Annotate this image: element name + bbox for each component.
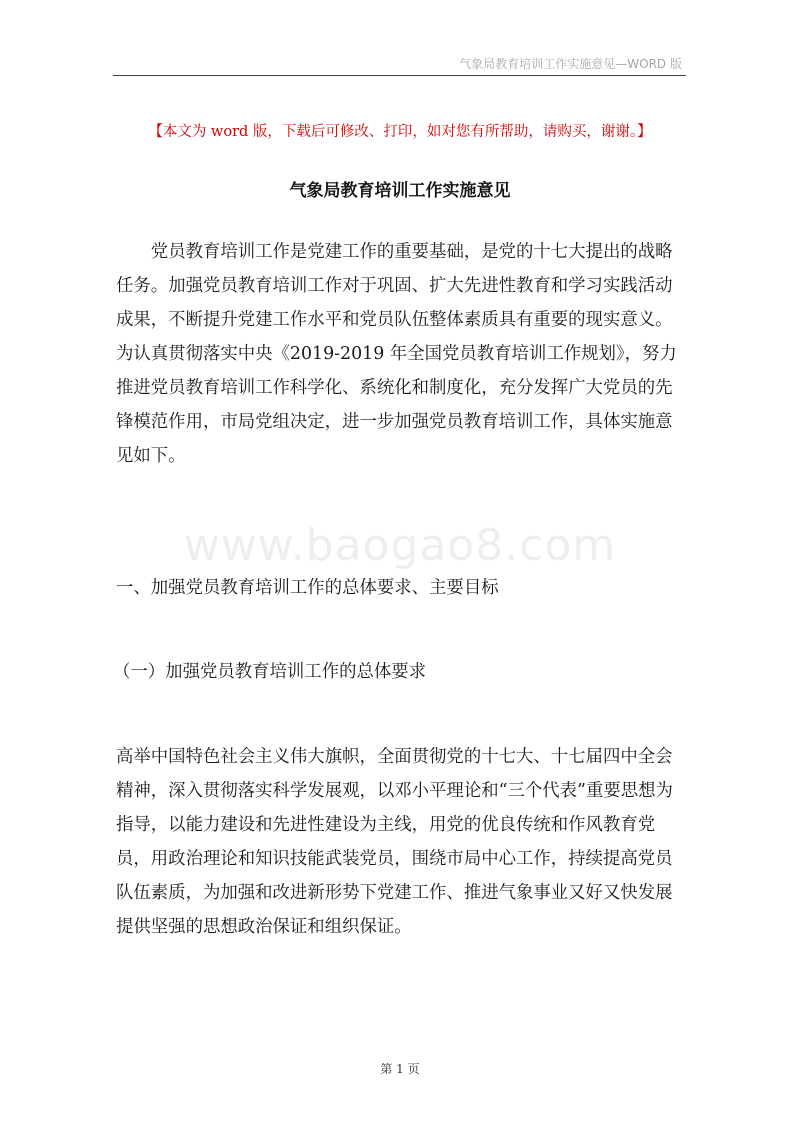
download-notice: 【本文为 word 版，下载后可修改、打印，如对您有所帮助，请购买，谢谢。】 xyxy=(148,124,652,140)
subsection-paragraph-1: 高举中国特色社会主义伟大旗帜，全面贯彻党的十七大、十七届四中全会精神，深入贯彻落实科学发展观，以邓小平理论和“三个代表”重要思想为指导，以能力建设和先进性建设为主线，用党的优良传统和作风教育党员，用政治理论和知识技能武装党员，围绕市局中心工作，持续提高党员队伍素质，为加强和改进新形势下党建工作、推进气象事业又好又快发展提供坚强的思想政治保证和组织保证。 xyxy=(116,747,673,937)
subsection-heading-1: （一）加强党员教育培训工作的总体要求 xyxy=(113,662,427,682)
document-title: 气象局教育培训工作实施意见 xyxy=(289,181,511,201)
section-heading-1: 一、加强党员教育培训工作的总体要求、主要目标 xyxy=(116,578,499,598)
page-number: 第 1 页 xyxy=(380,1062,420,1076)
header-divider xyxy=(113,75,686,76)
intro-paragraph: 党员教育培训工作是党建工作的重要基础，是党的十七大提出的战略任务。加强党员教育培训工作对于巩固、扩大先进性教育和学习实践活动成果，不断提升党建工作水平和党员队伍整体素质具有重要的现实意义。为认真贯彻落实中央《2019-2019 年全国党员教育培训工作规划》，努力推进党员教育培训工作科学化、系统化和制度化，充分发挥广大党员的先锋模范作用，市局党组决定，进一步加强党员教育培训工作，具体实施意见如下。 xyxy=(116,242,677,466)
watermark: www.baogao8.com xyxy=(183,520,617,571)
running-header: 气象局教育培训工作实施意见—WORD 版 xyxy=(459,57,682,71)
